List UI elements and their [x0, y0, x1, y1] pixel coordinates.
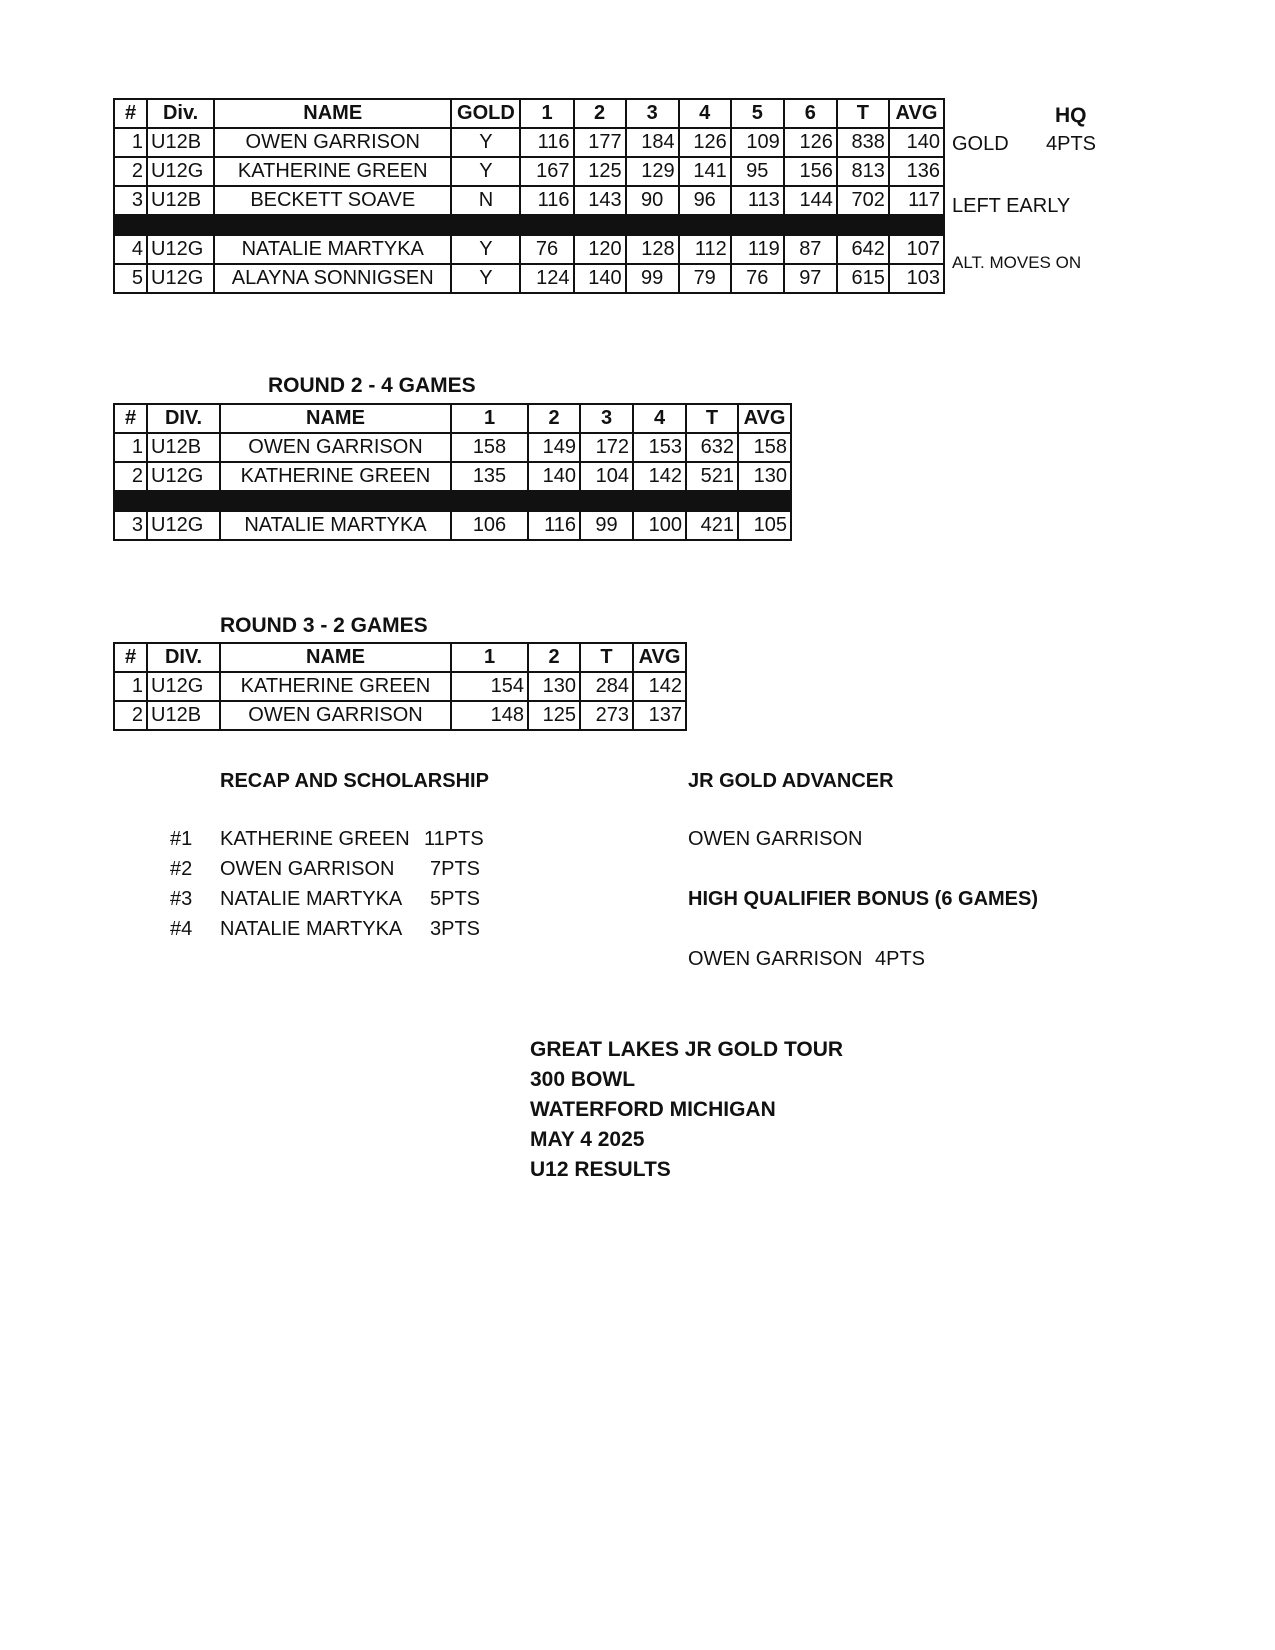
table-cell: 125 — [528, 701, 580, 730]
table-cell: 273 — [580, 701, 633, 730]
table-cell: 2 — [114, 157, 147, 186]
table-cell: 4 — [114, 235, 147, 264]
col-header: # — [114, 643, 147, 672]
table-cell: U12G — [147, 672, 220, 701]
table-cell: 125 — [574, 157, 626, 186]
recap-rank: #3 — [170, 888, 193, 910]
col-header: T — [837, 99, 889, 128]
table-cell: 137 — [633, 701, 686, 730]
table-cell: 79 — [679, 264, 731, 293]
round2-header-row — [114, 404, 791, 433]
col-header: 1 — [520, 99, 573, 128]
table-cell: ALAYNA SONNIGSEN — [214, 264, 451, 293]
hq-bonus-name: OWEN GARRISON — [688, 948, 863, 970]
table-cell: Y — [451, 235, 520, 264]
table-cell: U12G — [147, 462, 220, 491]
table-row — [114, 701, 686, 730]
table-cell: 76 — [731, 264, 784, 293]
col-header: NAME — [220, 404, 451, 433]
table-cell: OWEN GARRISON — [220, 701, 451, 730]
col-header: 6 — [784, 99, 837, 128]
table-cell: 148 — [451, 701, 528, 730]
table-cell: 141 — [679, 157, 731, 186]
table-cell: 158 — [738, 433, 791, 462]
col-header: 1 — [451, 643, 528, 672]
table-cell: 107 — [889, 235, 944, 264]
table-cell: 632 — [686, 433, 738, 462]
table-cell: NATALIE MARTYKA — [214, 235, 451, 264]
table-cell: U12B — [147, 186, 214, 215]
round3-title: ROUND 3 - 2 GAMES — [220, 614, 428, 637]
col-header: 2 — [574, 99, 626, 128]
table-cell: 521 — [686, 462, 738, 491]
table-cell: Y — [451, 264, 520, 293]
col-header: 3 — [580, 404, 633, 433]
table-cell: 116 — [520, 186, 573, 215]
row1-pts-note: 4PTS — [1046, 133, 1097, 155]
table-cell: 90 — [626, 186, 679, 215]
table-cell: 702 — [837, 186, 889, 215]
table-cell: N — [451, 186, 520, 215]
col-header: 1 — [451, 404, 528, 433]
table-cell: 128 — [626, 235, 679, 264]
table-cell: Y — [451, 157, 520, 186]
table-cell: 135 — [451, 462, 528, 491]
recap-name: KATHERINE GREEN — [220, 828, 410, 850]
table-cell: 149 — [528, 433, 580, 462]
col-header: NAME — [220, 643, 451, 672]
table-cell: 3 — [114, 511, 147, 540]
table-cell: 112 — [679, 235, 731, 264]
col-header: AVG — [889, 99, 944, 128]
table-cell: 95 — [731, 157, 784, 186]
table-cell: 140 — [574, 264, 626, 293]
table-cell: 103 — [889, 264, 944, 293]
table-cell: 100 — [633, 511, 686, 540]
table-cell: 172 — [580, 433, 633, 462]
recap-name: NATALIE MARTYKA — [220, 888, 403, 910]
col-header: 4 — [679, 99, 731, 128]
table-cell: U12G — [147, 511, 220, 540]
hq-bonus-title: HIGH QUALIFIER BONUS (6 GAMES) — [688, 888, 1039, 910]
event-info — [530, 1035, 843, 1185]
table-cell: 142 — [633, 462, 686, 491]
recap-name: NATALIE MARTYKA — [220, 918, 403, 940]
table-cell: 2 — [114, 701, 147, 730]
table-cell: 119 — [731, 235, 784, 264]
table-cell: 120 — [574, 235, 626, 264]
table-cell: 813 — [837, 157, 889, 186]
divider-bar — [114, 215, 944, 235]
round1-header-row — [114, 99, 944, 128]
advancer-title: JR GOLD ADVANCER — [688, 770, 894, 792]
recap-pts: 3PTS — [430, 918, 481, 940]
table-cell: 116 — [520, 128, 573, 157]
table-row — [114, 128, 944, 157]
table-cell: 642 — [837, 235, 889, 264]
row3-note: LEFT EARLY — [952, 195, 1071, 217]
recap-pts: 5PTS — [430, 888, 481, 910]
cut-line-divider — [114, 215, 944, 235]
table-cell: 117 — [889, 186, 944, 215]
table-cell: 99 — [580, 511, 633, 540]
table-cell: KATHERINE GREEN — [220, 672, 451, 701]
hq-header: HQ — [1055, 104, 1087, 127]
table-cell: 113 — [731, 186, 784, 215]
col-header: GOLD — [451, 99, 520, 128]
round2-table — [113, 403, 792, 541]
table-cell: U12B — [147, 433, 220, 462]
col-header: NAME — [214, 99, 451, 128]
col-header: # — [114, 99, 147, 128]
table-cell: 153 — [633, 433, 686, 462]
table-cell: 140 — [528, 462, 580, 491]
table-cell: 1 — [114, 128, 147, 157]
hq-bonus-pts: 4PTS — [875, 948, 926, 970]
table-cell: KATHERINE GREEN — [214, 157, 451, 186]
col-header: # — [114, 404, 147, 433]
col-header: AVG — [738, 404, 791, 433]
table-cell: 156 — [784, 157, 837, 186]
divider-bar — [114, 491, 791, 511]
table-cell: 1 — [114, 672, 147, 701]
table-cell: U12B — [147, 128, 214, 157]
table-cell: U12G — [147, 157, 214, 186]
recap-rank: #1 — [170, 828, 193, 850]
table-cell: 5 — [114, 264, 147, 293]
col-header: AVG — [633, 643, 686, 672]
table-cell: 99 — [626, 264, 679, 293]
cut-line-divider — [114, 491, 791, 511]
table-cell: 143 — [574, 186, 626, 215]
table-cell: 129 — [626, 157, 679, 186]
col-header: 4 — [633, 404, 686, 433]
table-cell: OWEN GARRISON — [214, 128, 451, 157]
table-cell: 284 — [580, 672, 633, 701]
table-row — [114, 462, 791, 491]
table-cell: Y — [451, 128, 520, 157]
table-cell: 130 — [528, 672, 580, 701]
table-cell: 1 — [114, 433, 147, 462]
recap-rank: #4 — [170, 918, 193, 940]
table-cell: 136 — [889, 157, 944, 186]
col-header: 2 — [528, 643, 580, 672]
round1-table — [113, 98, 945, 294]
recap-name: OWEN GARRISON — [220, 858, 395, 880]
row4-note: ALT. MOVES ON — [952, 253, 1082, 272]
table-cell: KATHERINE GREEN — [220, 462, 451, 491]
table-row — [114, 511, 791, 540]
table-cell: 124 — [520, 264, 573, 293]
col-header: 3 — [626, 99, 679, 128]
row1-gold-note: GOLD — [952, 133, 1009, 155]
table-cell: NATALIE MARTYKA — [220, 511, 451, 540]
table-cell: 87 — [784, 235, 837, 264]
col-header: T — [686, 404, 738, 433]
col-header: 2 — [528, 404, 580, 433]
table-cell: U12B — [147, 701, 220, 730]
table-row — [114, 157, 944, 186]
table-cell: 109 — [731, 128, 784, 157]
col-header: DIV. — [147, 404, 220, 433]
table-row — [114, 672, 686, 701]
table-cell: 184 — [626, 128, 679, 157]
table-cell: U12G — [147, 264, 214, 293]
table-cell: 167 — [520, 157, 573, 186]
round3-table — [113, 642, 687, 731]
col-header: 5 — [731, 99, 784, 128]
table-cell: 154 — [451, 672, 528, 701]
table-cell: 158 — [451, 433, 528, 462]
table-cell: 615 — [837, 264, 889, 293]
table-cell: 421 — [686, 511, 738, 540]
event-division: U12 RESULTS — [530, 1158, 671, 1181]
round3-header-row — [114, 643, 686, 672]
table-cell: OWEN GARRISON — [220, 433, 451, 462]
table-cell: U12G — [147, 235, 214, 264]
table-row — [114, 235, 944, 264]
table-cell: 177 — [574, 128, 626, 157]
table-cell: 130 — [738, 462, 791, 491]
event-venue: 300 BOWL — [530, 1068, 636, 1091]
event-location: WATERFORD MICHIGAN — [530, 1098, 776, 1121]
table-row — [114, 264, 944, 293]
table-cell: 104 — [580, 462, 633, 491]
table-cell: 3 — [114, 186, 147, 215]
recap-pts: 11PTS — [424, 828, 484, 850]
col-header: T — [580, 643, 633, 672]
event-tour-name: GREAT LAKES JR GOLD TOUR — [530, 1038, 844, 1061]
table-cell: 97 — [784, 264, 837, 293]
col-header: Div. — [147, 99, 214, 128]
table-cell: 142 — [633, 672, 686, 701]
advancer-name: OWEN GARRISON — [688, 828, 863, 850]
table-cell: 838 — [837, 128, 889, 157]
table-row — [114, 186, 944, 215]
recap-title: RECAP AND SCHOLARSHIP — [220, 770, 489, 792]
table-row — [114, 433, 791, 462]
table-cell: 96 — [679, 186, 731, 215]
table-cell: 106 — [451, 511, 528, 540]
table-cell: 126 — [784, 128, 837, 157]
recap-rank: #2 — [170, 858, 193, 880]
table-cell: 140 — [889, 128, 944, 157]
col-header: DIV. — [147, 643, 220, 672]
round2-title: ROUND 2 - 4 GAMES — [268, 374, 476, 397]
table-cell: 76 — [520, 235, 573, 264]
table-cell: 126 — [679, 128, 731, 157]
event-date: MAY 4 2025 — [530, 1128, 645, 1151]
table-cell: 144 — [784, 186, 837, 215]
recap-pts: 7PTS — [430, 858, 481, 880]
table-cell: BECKETT SOAVE — [214, 186, 451, 215]
table-cell: 2 — [114, 462, 147, 491]
table-cell: 105 — [738, 511, 791, 540]
table-cell: 116 — [528, 511, 580, 540]
